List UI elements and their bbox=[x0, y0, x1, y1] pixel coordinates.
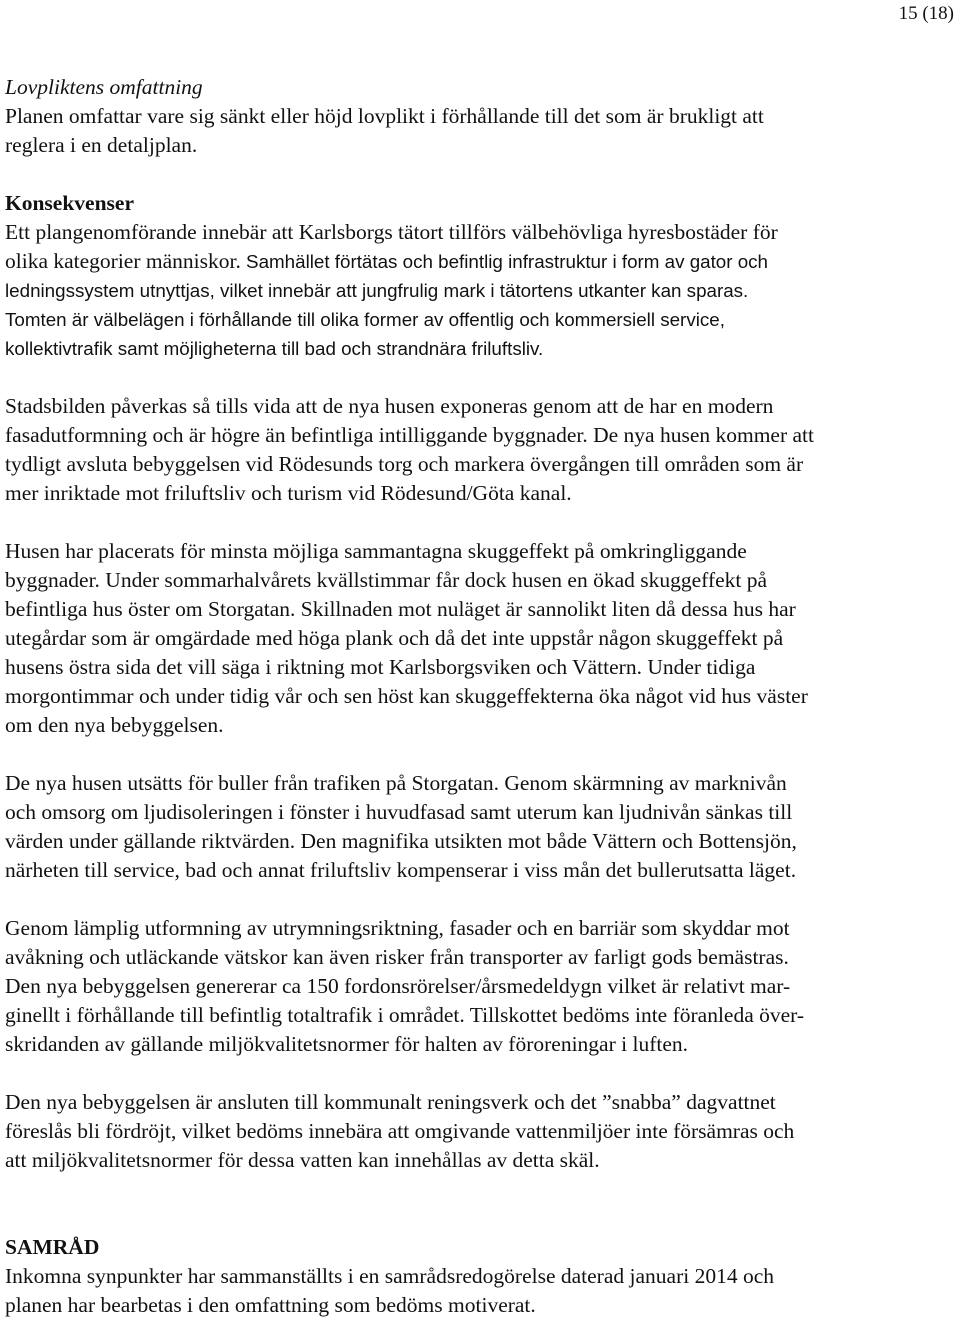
section-lovplikt bbox=[5, 73, 957, 160]
paragraph-line: byggnader. Under sommarhalvårets kvällstimmar får dock husen en ökad skuggeffekt på bbox=[5, 568, 768, 592]
paragraph-line: morgontimmar och under tidig vår och sen höst kan skuggeffekterna öka något vid hus väster bbox=[5, 684, 808, 708]
paragraph-line: Den nya bebyggelsen genererar ca 150 fordonsrörelser/årsmedeldygn vilket är relativt mar- bbox=[5, 974, 791, 998]
paragraph-line: Stadsbilden påverkas så tills vida att de nya husen exponeras genom att de har en modern bbox=[5, 394, 774, 418]
paragraph-line: Den nya bebyggelsen är ansluten till kommunalt reningsverk och det ”snabba” dagvattnet bbox=[5, 1090, 776, 1114]
paragraph-line: tydligt avsluta bebyggelsen vid Rödesunds torg och markera övergången till områden som är bbox=[5, 452, 804, 476]
paragraph-line: avåkning och utläckande vätskor kan även risker från transporter av farligt gods bemästras. bbox=[5, 945, 789, 969]
paragraph-line: ledningssystem utnyttjas, vilket innebär att jungfrulig mark i tätortens utkanter kan sparas. bbox=[5, 280, 749, 301]
section-heading-konsekvenser: Konsekvenser bbox=[5, 191, 134, 215]
paragraph-line: reglera i en detaljplan. bbox=[5, 133, 198, 157]
paragraph-line: Genom lämplig utformning av utrymningsriktning, fasader och en barriär som skyddar mot bbox=[5, 916, 790, 940]
paragraph-4 bbox=[5, 769, 957, 885]
section-heading-samrad: SAMRÅD bbox=[5, 1235, 100, 1259]
paragraph-line: Inkomna synpunkter har sammanställts i en samrådsredogörelse daterad januari 2014 och bbox=[5, 1264, 774, 1288]
paragraph-line: fasadutformning och är högre än befintliga intilliggande byggnader. De nya husen kommer att bbox=[5, 423, 815, 447]
paragraph-line: värden under gällande riktvärden. Den magnifika utsikten mot både Vättern och Bottensjön, bbox=[5, 829, 797, 853]
section-samrad bbox=[5, 1233, 957, 1320]
page-number: 15 (18) bbox=[898, 3, 954, 24]
paragraph-line: Tomten är välbelägen i förhållande till olika former av offentlig och kommersiell service, bbox=[5, 309, 725, 330]
paragraph-2 bbox=[5, 392, 957, 508]
paragraph-line: planen har bearbetas i den omfattning som bedöms motiverat. bbox=[5, 1293, 536, 1317]
paragraph-line: husens östra sida det vill säga i riktning mot Karlsborgsviken och Vättern. Under tidiga bbox=[5, 655, 756, 679]
paragraph-line: ginellt i förhållande till befintlig totaltrafik i området. Tillskottet bedöms inte föranleda över- bbox=[5, 1003, 805, 1027]
section-heading-lovplikt: Lovpliktens omfattning bbox=[5, 75, 203, 99]
paragraph-line: kollektivtrafik samt möjligheterna till bad och strandnära friluftsliv. bbox=[5, 338, 544, 359]
section-konsekvenser bbox=[5, 189, 957, 1175]
paragraph-6 bbox=[5, 1088, 957, 1175]
paragraph-5 bbox=[5, 914, 957, 1059]
paragraph-line: att miljökvalitetsnormer för dessa vatten kan innehållas av detta skäl. bbox=[5, 1148, 600, 1172]
document-body bbox=[5, 73, 957, 1320]
paragraph-text-sans: Samhället förtätas och befintlig infrastruktur i form av gator och bbox=[240, 251, 769, 272]
paragraph-line: befintliga hus öster om Storgatan. Skillnaden mot nuläget är sannolikt liten då dessa hus har bbox=[5, 597, 796, 621]
paragraph-line bbox=[5, 247, 957, 276]
paragraph-line: utegårdar som är omgärdade med höga plank och då det inte uppstår någon skuggeffekt på bbox=[5, 626, 784, 650]
paragraph-line: mer inriktade mot friluftsliv och turism vid Rödesund/Göta kanal. bbox=[5, 481, 572, 505]
paragraph-3 bbox=[5, 537, 957, 740]
paragraph-line: Husen har placerats för minsta möjliga sammantagna skuggeffekt på omkringliggande bbox=[5, 539, 747, 563]
paragraph-line: och omsorg om ljudisoleringen i fönster i huvudfasad samt uterum kan ljudnivån sänkas till bbox=[5, 800, 793, 824]
paragraph-line: skridanden av gällande miljökvalitetsnormer för halten av föroreningar i luften. bbox=[5, 1032, 688, 1056]
paragraph-1 bbox=[5, 218, 957, 363]
paragraph-line: Ett plangenomförande innebär att Karlsborgs tätort tillförs välbehövliga hyresbostäder för bbox=[5, 220, 778, 244]
paragraph-text-serif: olika kategorier människor. bbox=[5, 249, 241, 273]
paragraph-line: De nya husen utsätts för buller från trafiken på Storgatan. Genom skärmning av marknivån bbox=[5, 771, 787, 795]
paragraph-line: Planen omfattar vare sig sänkt eller höjd lovplikt i förhållande till det som är brukligt att bbox=[5, 104, 764, 128]
paragraph-line: föreslås bli fördröjt, vilket bedöms innebära att omgivande vattenmiljöer inte försämras och bbox=[5, 1119, 795, 1143]
paragraph-line: närheten till service, bad och annat friluftsliv kompenserar i viss mån det bullerutsatta läget. bbox=[5, 858, 797, 882]
paragraph-line: om den nya bebyggelsen. bbox=[5, 713, 224, 737]
